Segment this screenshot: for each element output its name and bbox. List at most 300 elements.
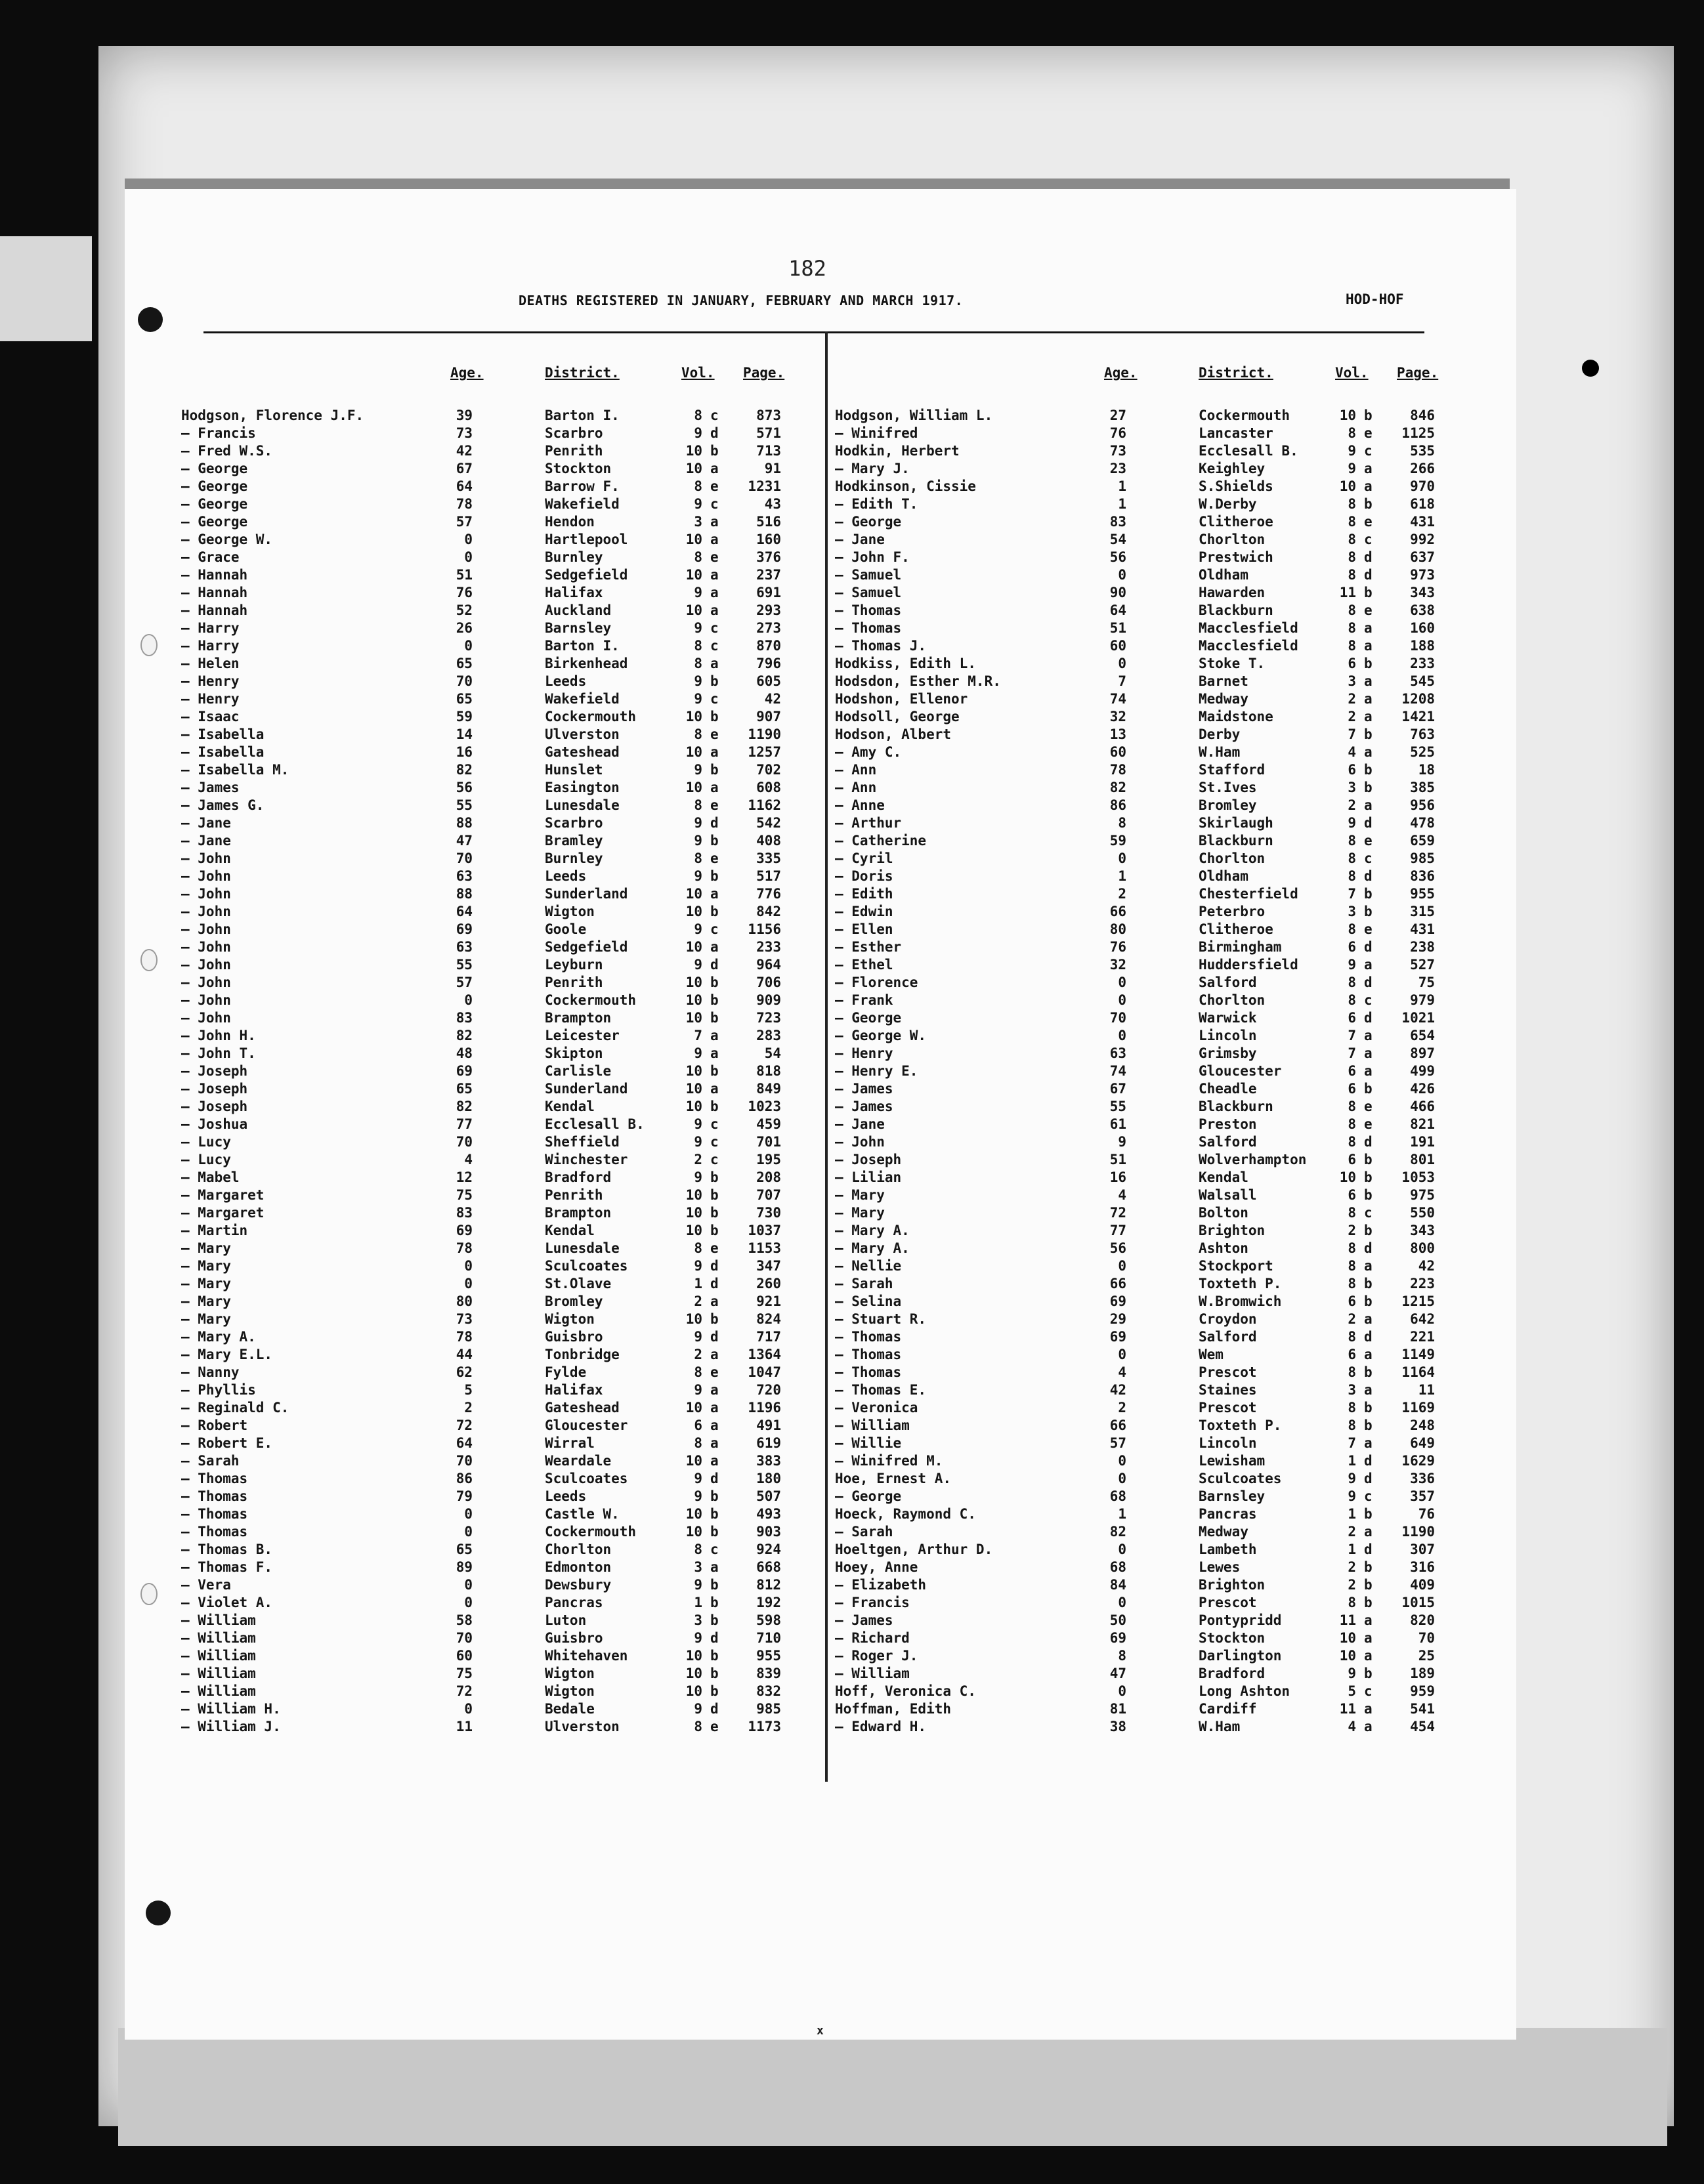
register-entry	[181, 1222, 844, 1240]
entry-name: — Isabella	[181, 744, 265, 760]
entry-page: 1125	[1401, 425, 1435, 441]
entry-age: 63	[456, 939, 473, 955]
entry-district: St.Ives	[1199, 780, 1257, 795]
entry-name: Hoey, Anne	[835, 1559, 918, 1575]
entry-age: 9	[1118, 1134, 1126, 1150]
entry-volume: 9	[694, 1701, 702, 1717]
entry-age: 7	[1118, 673, 1126, 689]
entry-volume: 6	[694, 1418, 702, 1433]
entry-page: 466	[1410, 1099, 1435, 1114]
entry-age: 54	[1109, 532, 1126, 547]
entry-name: Hodgson, William L.	[835, 408, 993, 423]
entry-age: 13	[1109, 726, 1126, 742]
entry-volume: 6	[1348, 656, 1356, 671]
entry-volume: 2	[1348, 1223, 1356, 1238]
entry-district: Bradford	[1199, 1666, 1266, 1681]
register-entry	[181, 938, 844, 956]
entry-district: Castle W.	[545, 1506, 620, 1522]
entry-name: — Helen	[181, 656, 240, 671]
entry-page: 499	[1410, 1063, 1435, 1079]
entry-age: 0	[464, 1276, 473, 1292]
entry-volume-letter: e	[1364, 1099, 1373, 1114]
entry-volume: 11	[1339, 1612, 1356, 1628]
entry-district: Lincoln	[1199, 1435, 1257, 1451]
entry-volume-letter: d	[1364, 1010, 1373, 1026]
entry-age: 60	[1109, 744, 1126, 760]
entry-name: — Isabella M.	[181, 762, 289, 778]
entry-name: — George W.	[181, 532, 273, 547]
entry-volume: 9	[694, 921, 702, 937]
entry-name: — Cyril	[835, 850, 893, 866]
entry-volume: 9	[694, 1169, 702, 1185]
entry-name: — Henry	[181, 691, 240, 707]
entry-volume-letter: e	[710, 478, 719, 494]
entry-age: 72	[456, 1683, 473, 1699]
entry-age: 0	[464, 992, 473, 1008]
entry-name: — Roger J.	[835, 1648, 918, 1664]
entry-volume-letter: b	[710, 975, 719, 990]
entry-page: 1173	[748, 1719, 781, 1734]
register-entry	[835, 1169, 1498, 1186]
register-entry	[835, 690, 1498, 708]
register-entry	[835, 1541, 1498, 1559]
entry-age: 67	[456, 461, 473, 476]
entry-age: 68	[1109, 1488, 1126, 1504]
entry-name: — James	[835, 1081, 893, 1097]
entry-volume: 8	[694, 408, 702, 423]
entry-volume: 3	[1348, 780, 1356, 795]
entry-page: 248	[1410, 1418, 1435, 1433]
entry-district: Penrith	[545, 975, 603, 990]
entry-name: — Robert	[181, 1418, 248, 1433]
register-entry	[835, 1311, 1498, 1328]
binder-ring-mark	[140, 634, 158, 656]
entry-name: Hodkinson, Cissie	[835, 478, 976, 494]
entry-volume-letter: a	[710, 514, 719, 530]
entry-age: 38	[1109, 1719, 1126, 1734]
entry-district: Easington	[545, 780, 620, 795]
register-entry	[181, 1718, 844, 1736]
entry-name: — Sarah	[835, 1276, 893, 1292]
entry-volume: 8	[694, 1364, 702, 1380]
entry-volume: 10	[685, 1683, 702, 1699]
entry-district: Whitehaven	[545, 1648, 628, 1664]
entry-volume: 8	[1348, 868, 1356, 884]
register-entry	[181, 744, 844, 761]
register-entry	[181, 974, 844, 992]
entry-volume: 3	[1348, 904, 1356, 919]
entry-page: 870	[756, 638, 781, 654]
entry-volume-letter: b	[1364, 1169, 1373, 1185]
entry-age: 65	[456, 1081, 473, 1097]
entry-volume: 8	[694, 1719, 702, 1734]
column-headers	[181, 365, 844, 407]
register-entry	[835, 531, 1498, 549]
entry-page: 1023	[748, 1099, 781, 1114]
register-entry	[835, 1612, 1498, 1629]
register-entry	[181, 1080, 844, 1098]
entry-age: 56	[1109, 1240, 1126, 1256]
entry-page: 1053	[1401, 1169, 1435, 1185]
entry-volume-letter: b	[1364, 780, 1373, 795]
register-entry	[181, 1257, 844, 1275]
entry-volume: 9	[694, 762, 702, 778]
entry-age: 65	[456, 1542, 473, 1557]
register-entry	[181, 832, 844, 850]
entry-age: 63	[456, 868, 473, 884]
entry-volume: 9	[694, 1116, 702, 1132]
entry-page: 921	[756, 1293, 781, 1309]
entry-age: 0	[464, 638, 473, 654]
entry-name: — Isaac	[181, 709, 240, 724]
entry-age: 82	[1109, 1524, 1126, 1540]
entry-age: 55	[456, 797, 473, 813]
register-entry	[181, 478, 844, 495]
entry-page: 907	[756, 709, 781, 724]
entry-page: 985	[1410, 850, 1435, 866]
register-entry	[181, 1594, 844, 1612]
entry-name: — John	[181, 992, 231, 1008]
entry-volume-letter: d	[710, 1701, 719, 1717]
entry-name: — Stuart R.	[835, 1311, 927, 1327]
entry-page: 1364	[748, 1347, 781, 1362]
entry-page: 710	[756, 1630, 781, 1646]
entry-age: 60	[1109, 638, 1126, 654]
entry-page: 979	[1410, 992, 1435, 1008]
entry-name: — William	[181, 1612, 256, 1628]
entry-page: 180	[756, 1471, 781, 1486]
register-entry	[181, 1399, 844, 1417]
entry-page: 1015	[1401, 1595, 1435, 1610]
entry-age: 27	[1109, 408, 1126, 423]
entry-volume-letter: b	[710, 1099, 719, 1114]
entry-volume: 7	[1348, 1435, 1356, 1451]
entry-age: 88	[456, 886, 473, 902]
entry-age: 1	[1118, 1506, 1126, 1522]
entry-district: Keighley	[1199, 461, 1266, 476]
entry-page: 842	[756, 904, 781, 919]
entry-district: Bolton	[1199, 1205, 1248, 1221]
entry-page: 706	[756, 975, 781, 990]
register-entry	[835, 584, 1498, 602]
entry-age: 73	[456, 425, 473, 441]
entry-age: 86	[1109, 797, 1126, 813]
entry-page: 535	[1410, 443, 1435, 459]
entry-page: 702	[756, 762, 781, 778]
page-number: 182	[788, 256, 826, 281]
entry-volume-letter: c	[710, 620, 719, 636]
entry-age: 56	[1109, 549, 1126, 565]
entry-volume-letter: a	[710, 939, 719, 955]
register-entry	[181, 1311, 844, 1328]
entry-volume-letter: d	[1364, 868, 1373, 884]
entry-volume: 6	[1348, 1010, 1356, 1026]
district-header: District.	[1199, 365, 1273, 381]
entry-name: — Veronica	[835, 1400, 918, 1416]
entry-volume-letter: a	[710, 744, 719, 760]
entry-volume: 8	[1348, 1595, 1356, 1610]
entry-district: Sunderland	[545, 1081, 628, 1097]
entry-volume-letter: a	[1364, 1612, 1373, 1628]
entry-name: — Jane	[181, 833, 231, 849]
entry-name: — James	[181, 780, 240, 795]
entry-volume-letter: b	[1364, 1595, 1373, 1610]
entry-age: 0	[464, 1701, 473, 1717]
entry-district: Lambeth	[1199, 1542, 1257, 1557]
entry-page: 293	[756, 602, 781, 618]
entry-age: 5	[464, 1382, 473, 1398]
entry-district: Leeds	[545, 868, 587, 884]
register-entry	[835, 956, 1498, 974]
register-entry	[181, 1665, 844, 1683]
register-entry	[181, 850, 844, 868]
film-edge-strip	[0, 236, 92, 341]
register-entry	[181, 495, 844, 513]
entry-volume-letter: b	[710, 833, 719, 849]
entry-volume: 8	[1348, 425, 1356, 441]
entry-volume: 10	[685, 1187, 702, 1203]
register-entry	[181, 655, 844, 673]
entry-district: Sedgefield	[545, 939, 628, 955]
entry-page: 955	[756, 1648, 781, 1664]
entry-volume-letter: a	[1364, 1382, 1373, 1398]
entry-district: Sheffield	[545, 1134, 620, 1150]
entry-district: Pancras	[1199, 1506, 1257, 1522]
entry-page: 1162	[748, 797, 781, 813]
entry-age: 70	[456, 1453, 473, 1469]
register-entry	[835, 513, 1498, 531]
entry-name: — John	[181, 904, 231, 919]
entry-district: Stockton	[545, 461, 612, 476]
entry-name: — Esther	[835, 939, 902, 955]
entry-age: 47	[1109, 1666, 1126, 1681]
entry-volume: 11	[1339, 585, 1356, 600]
entry-volume-letter: c	[710, 691, 719, 707]
entry-age: 74	[1109, 1063, 1126, 1079]
register-entry	[835, 1364, 1498, 1381]
entry-name: Hoeltgen, Arthur D.	[835, 1542, 993, 1557]
entry-volume-letter: d	[1364, 567, 1373, 583]
entry-volume: 7	[1348, 1028, 1356, 1043]
entry-volume: 8	[1348, 638, 1356, 654]
entry-district: Leeds	[545, 1488, 587, 1504]
entry-page: 160	[756, 532, 781, 547]
entry-volume: 9	[1348, 815, 1356, 831]
entry-page: 713	[756, 443, 781, 459]
entry-district: Ulverston	[545, 726, 620, 742]
entry-volume: 3	[1348, 673, 1356, 689]
entry-volume-letter: a	[1364, 691, 1373, 707]
entry-name: — Edith T.	[835, 496, 918, 512]
entry-age: 32	[1109, 957, 1126, 973]
entry-name: — Lucy	[181, 1152, 231, 1167]
entry-page: 820	[1410, 1612, 1435, 1628]
entry-page: 659	[1410, 833, 1435, 849]
entry-page: 1153	[748, 1240, 781, 1256]
entry-name: — Edith	[835, 886, 893, 902]
entry-volume: 9	[694, 868, 702, 884]
entry-age: 68	[1109, 1559, 1126, 1575]
entry-district: Kendal	[1199, 1169, 1248, 1185]
entry-district: Bradford	[545, 1169, 612, 1185]
register-entry	[181, 1045, 844, 1062]
entry-name: — Ellen	[835, 921, 893, 937]
entry-name: — Edward H.	[835, 1719, 927, 1734]
entry-age: 89	[456, 1559, 473, 1575]
entry-volume: 2	[1348, 1311, 1356, 1327]
entry-age: 88	[456, 815, 473, 831]
entry-volume: 8	[694, 478, 702, 494]
entry-page: 273	[756, 620, 781, 636]
entry-page: 335	[756, 850, 781, 866]
entry-volume: 10	[685, 780, 702, 795]
entry-district: Sculcoates	[545, 1471, 628, 1486]
page-header: Page.	[1397, 365, 1439, 381]
register-entry	[835, 1240, 1498, 1257]
register-entry	[181, 1576, 844, 1594]
entry-page: 188	[1410, 638, 1435, 654]
register-entry	[181, 1027, 844, 1045]
register-entry	[181, 1151, 844, 1169]
entry-volume-letter: d	[1364, 1240, 1373, 1256]
entry-age: 50	[1109, 1612, 1126, 1628]
register-entry	[835, 708, 1498, 726]
entry-volume: 8	[1348, 532, 1356, 547]
entry-volume: 8	[1348, 833, 1356, 849]
entry-page: 516	[756, 514, 781, 530]
entry-name: Hodsoll, George	[835, 709, 960, 724]
register-entry	[835, 1594, 1498, 1612]
entry-district: Bramley	[545, 833, 603, 849]
entry-page: 970	[1410, 478, 1435, 494]
entry-page: 43	[764, 496, 781, 512]
entry-volume-letter: b	[710, 443, 719, 459]
register-entry	[835, 1080, 1498, 1098]
entry-name: — Thomas	[835, 1329, 902, 1345]
entry-volume-letter: a	[710, 1293, 719, 1309]
entry-volume: 3	[694, 1559, 702, 1575]
entry-volume-letter: c	[1364, 532, 1373, 547]
entry-volume-letter: c	[710, 1134, 719, 1150]
entry-age: 69	[1109, 1293, 1126, 1309]
entry-age: 0	[464, 1595, 473, 1610]
register-entry	[835, 868, 1498, 885]
register-entry	[835, 814, 1498, 832]
entry-volume-letter: b	[1364, 886, 1373, 902]
entry-district: Penrith	[545, 443, 603, 459]
entry-volume-letter: b	[1364, 1223, 1373, 1238]
entry-age: 62	[456, 1364, 473, 1380]
register-entry	[835, 1151, 1498, 1169]
entry-name: — James G.	[181, 797, 265, 813]
entry-page: 608	[756, 780, 781, 795]
register-entry	[181, 460, 844, 478]
entry-volume: 9	[694, 620, 702, 636]
entry-name: — William	[835, 1666, 910, 1681]
register-entry	[835, 1186, 1498, 1204]
register-entry	[181, 602, 844, 620]
entry-age: 69	[456, 921, 473, 937]
entry-age: 51	[456, 567, 473, 583]
entry-age: 66	[1109, 904, 1126, 919]
entry-age: 2	[464, 1400, 473, 1416]
entry-name: — Mary A.	[835, 1223, 910, 1238]
entry-volume: 1	[1348, 1453, 1356, 1469]
entry-volume-letter: a	[1364, 461, 1373, 476]
entry-name: — George	[835, 514, 902, 530]
entry-volume: 2	[1348, 1577, 1356, 1593]
entry-volume: 8	[1348, 921, 1356, 937]
entry-district: Stockton	[1199, 1630, 1266, 1646]
entry-district: W.Derby	[1199, 496, 1257, 512]
entry-name: — Joseph	[181, 1063, 248, 1079]
entry-volume: 9	[694, 1577, 702, 1593]
entry-district: Barnsley	[545, 620, 612, 636]
entry-volume-letter: d	[1364, 549, 1373, 565]
entry-name: — Mabel	[181, 1169, 240, 1185]
entry-name: Hodkiss, Edith L.	[835, 656, 976, 671]
entry-volume: 9	[694, 1471, 702, 1486]
entry-age: 0	[1118, 992, 1126, 1008]
register-entry	[835, 1647, 1498, 1665]
entry-volume-letter: b	[710, 1010, 719, 1026]
entry-volume: 10	[1339, 1169, 1356, 1185]
entry-name: — John	[835, 1134, 885, 1150]
right-column	[835, 365, 1498, 1736]
entry-volume: 10	[1339, 1630, 1356, 1646]
entry-volume-letter: b	[710, 992, 719, 1008]
entry-volume: 6	[1348, 1293, 1356, 1309]
entry-page: 189	[1410, 1666, 1435, 1681]
entry-age: 72	[456, 1418, 473, 1433]
entry-volume: 10	[685, 975, 702, 990]
register-entry	[835, 1257, 1498, 1275]
entry-volume: 10	[685, 904, 702, 919]
register-entry	[835, 1098, 1498, 1116]
entry-page: 897	[1410, 1045, 1435, 1061]
entry-volume: 9	[694, 1045, 702, 1061]
entry-page: 975	[1410, 1187, 1435, 1203]
register-entry	[181, 407, 844, 425]
entry-page: 208	[756, 1169, 781, 1185]
entry-volume-letter: a	[1364, 1258, 1373, 1274]
register-entry	[835, 1346, 1498, 1364]
register-entry	[181, 1098, 844, 1116]
entry-name: — John	[181, 939, 231, 955]
entry-volume-letter: a	[1364, 1045, 1373, 1061]
entry-age: 69	[1109, 1329, 1126, 1345]
entry-volume-letter: d	[710, 1471, 719, 1486]
entry-age: 69	[456, 1223, 473, 1238]
entry-age: 0	[1118, 975, 1126, 990]
entry-volume: 2	[694, 1347, 702, 1362]
entry-page: 909	[756, 992, 781, 1008]
entry-name: — Sarah	[181, 1453, 240, 1469]
entry-name: — Selina	[835, 1293, 902, 1309]
entry-page: 525	[1410, 744, 1435, 760]
entry-volume: 9	[694, 1134, 702, 1150]
entry-district: Croydon	[1199, 1311, 1257, 1327]
entry-volume-letter: e	[1364, 514, 1373, 530]
entry-name: — Martin	[181, 1223, 248, 1238]
register-entry	[835, 1629, 1498, 1647]
entry-volume: 9	[694, 1488, 702, 1504]
entry-name: — Mary	[181, 1240, 231, 1256]
entry-volume: 10	[685, 443, 702, 459]
entry-district: Gateshead	[545, 1400, 620, 1416]
entry-volume-letter: b	[1364, 726, 1373, 742]
entry-district: Huddersfield	[1199, 957, 1298, 973]
